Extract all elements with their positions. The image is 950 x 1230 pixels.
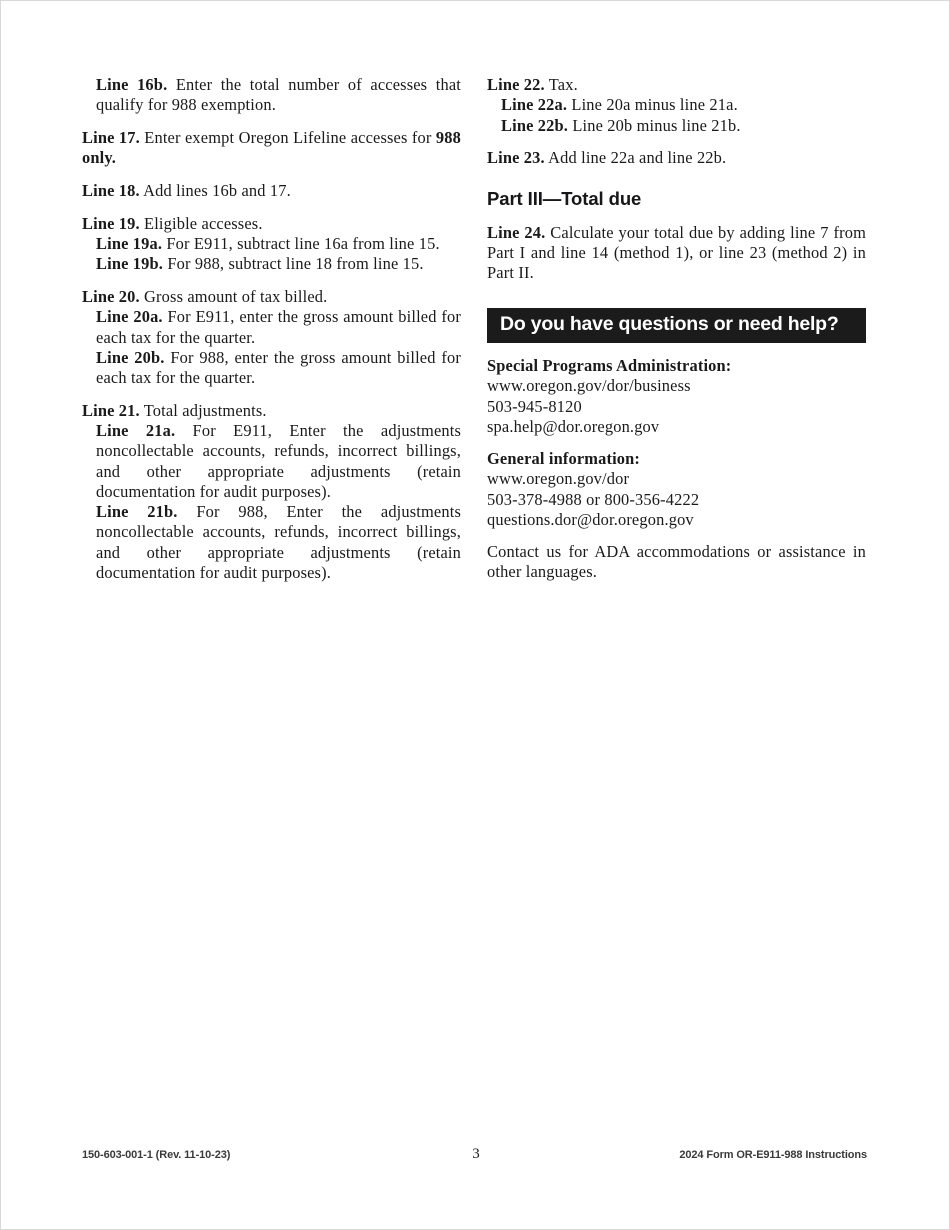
line-21-text: Total adjustments. [139,400,267,420]
line-22a-text: Line 20a minus line 21a. [567,95,738,115]
line-21a-text: For E911, Enter the adjustments noncollectable accounts, refunds, incorrect billings, and other appropriate adjustments (retain documentation for audit purposes). [96,421,461,501]
part-3-heading: Part III—Total due [487,187,642,209]
instruction-line-19a [82,234,461,254]
line-22-text: Tax. [544,75,578,94]
line-17-bold-tail: 988 only. [82,128,461,168]
line-21a-label: Line 21a. [96,421,176,440]
line-19-text: Eligible accesses. [139,213,263,233]
special-programs-title: Special Programs Administration: [487,356,732,376]
general-information-email[interactable]: questions.dor@dor.oregon.gov [487,509,694,529]
line-16b-text: Enter the total number of accesses that qualify for 988 exemption. [96,75,461,115]
page-footer [1,1146,950,1169]
instruction-line-23 [487,148,866,168]
line-22b-label: Line 22b. [501,115,569,135]
instruction-line-21a [82,421,461,502]
special-programs-contact-block [487,356,866,437]
instruction-line-16b [82,75,461,116]
line-21b-text: For 988, Enter the adjustments noncollectable accounts, refunds, incorrect billings, and other appropriate adjustments (retain documentation for audit purposes). [96,502,461,582]
line-22a-label: Line 22a. [501,95,568,115]
line-20-text: Gross amount of tax billed. [139,287,328,306]
right-column [487,75,866,583]
line-19a-label: Line 19a. [96,234,163,253]
line-18-label: Line 18. [82,181,140,200]
line-19-label: Line 19. [82,213,140,233]
special-programs-email[interactable]: spa.help@dor.oregon.gov [487,416,660,436]
line-23-text: Add line 22a and line 22b. [544,148,727,168]
line-21b-label: Line 21b. [96,502,178,521]
line-21-label: Line 21. [82,400,140,420]
general-information-phone[interactable]: 503-378-4988 or 800-356-4222 [487,489,700,509]
line-20b-text: For 988, enter the gross amount billed for each tax for the quarter. [96,347,461,387]
line-20b-label: Line 20b. [96,347,165,367]
ada-notice: Contact us for ADA accommodations or assistance in other languages. [487,542,866,582]
line-19b-label: Line 19b. [96,254,164,274]
instruction-line-20 [82,287,461,307]
instruction-line-19 [82,214,461,234]
instruction-line-21 [82,401,461,421]
special-programs-phone[interactable]: 503-945-8120 [487,396,582,416]
line-20a-label: Line 20a. [96,307,163,327]
line-17-label: Line 17. [82,128,140,147]
help-banner: Do you have questions or need help? [487,308,866,343]
footer-form-title: 2024 Form OR-E911-988 Instructions [679,1149,867,1161]
line-19b-text: For 988, subtract line 18 from line 15. [163,254,424,274]
line-16b-label: Line 16b. [96,75,168,94]
line-24-text: Calculate your total due by adding line 7 from Part I and line 14 (method 1), or line 23 (method 2) in Part II. [487,222,866,283]
instruction-line-24 [487,223,866,284]
instruction-line-20a [82,307,461,348]
instruction-line-22 [487,75,866,95]
line-23-label: Line 23. [487,148,545,168]
left-column [82,75,461,583]
general-information-title: General information: [487,449,641,469]
general-information-website[interactable]: www.oregon.gov/dor [487,469,630,489]
line-22b-text: Line 20b minus line 21b. [568,115,741,135]
instruction-line-22a [487,95,866,115]
line-22-label: Line 22. [487,75,545,94]
line-18-text: Add lines 16b and 17. [139,181,291,200]
line-24-label: Line 24. [487,222,546,242]
instruction-line-18 [82,181,461,201]
instruction-line-17 [82,128,461,169]
instruction-line-19b [82,254,461,274]
footer-form-number: 150-603-001-1 (Rev. 11-10-23) [82,1149,231,1161]
instruction-line-22b [487,116,866,136]
special-programs-website[interactable]: www.oregon.gov/dor/business [487,376,691,396]
instruction-line-20b [82,348,461,389]
general-information-contact-block [487,449,866,530]
line-17-text: Enter exempt Oregon Lifeline accesses for [139,128,436,147]
footer-page-number: 3 [472,1146,480,1162]
line-20a-text: For E911, enter the gross amount billed for each tax for the quarter. [96,307,462,347]
line-20-label: Line 20. [82,287,140,306]
instruction-line-21b [82,502,461,583]
line-19a-text: For E911, subtract line 16a from line 15. [162,234,440,253]
